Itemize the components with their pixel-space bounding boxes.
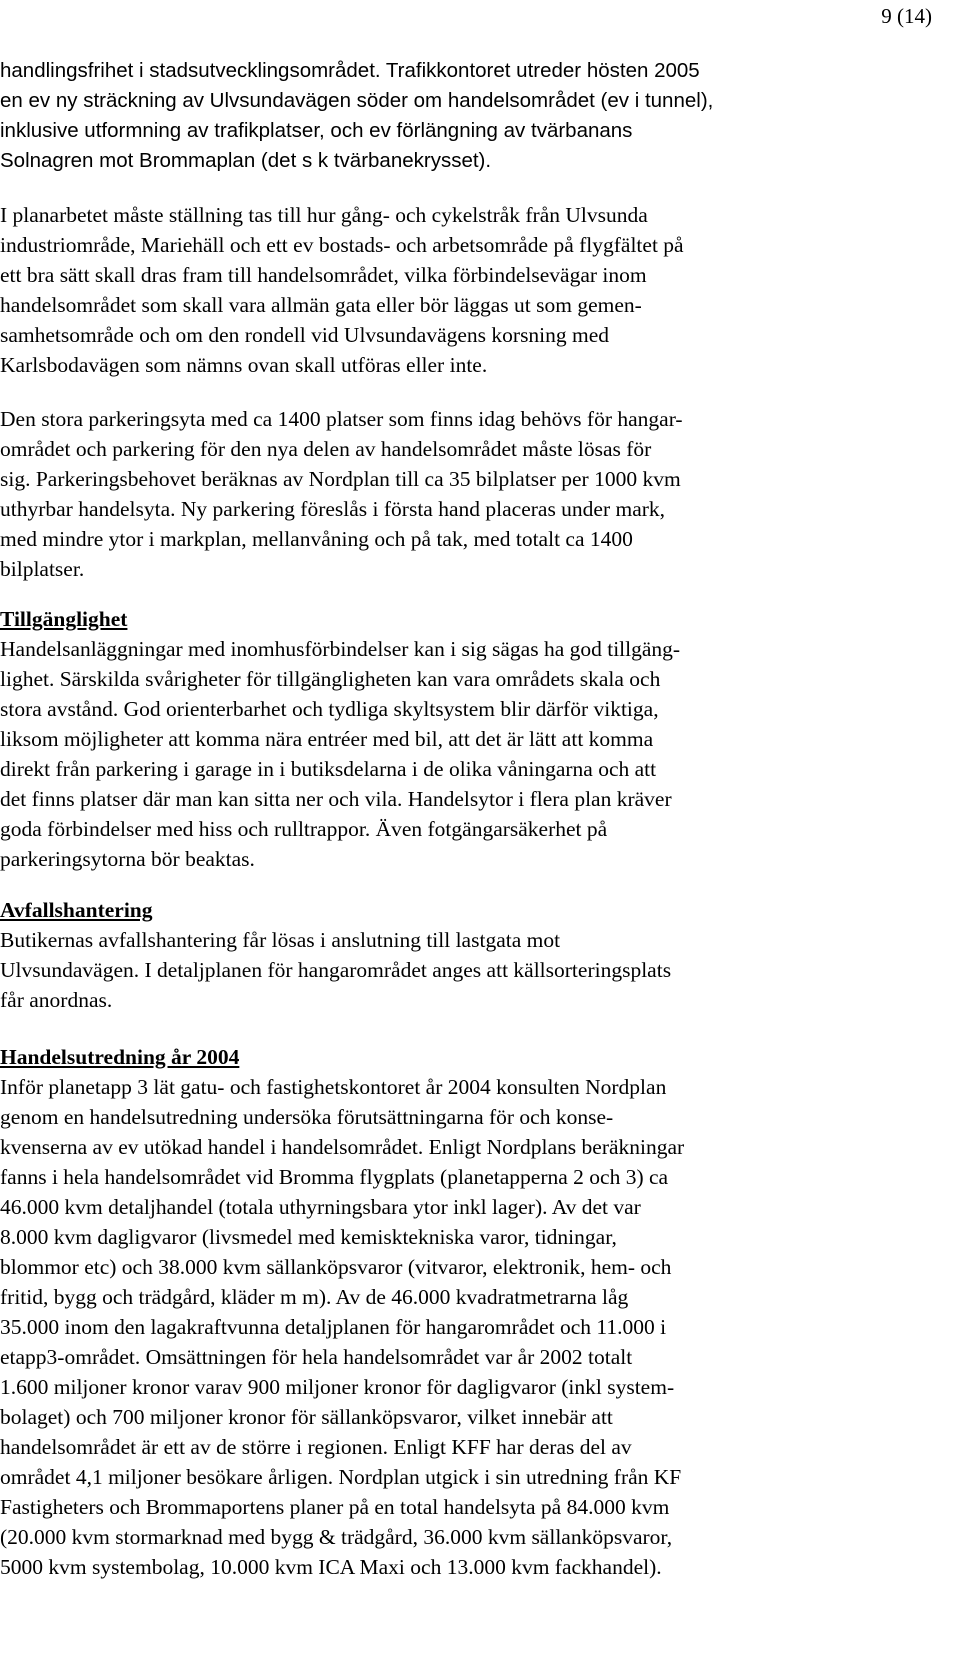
text-line: uthyrbar handelsyta. Ny parkering föreslås i första hand placeras under mark, [0, 497, 666, 521]
text-line: etapp3-området. Omsättningen för hela handelsområdet var år 2002 totalt [0, 1345, 633, 1369]
text-line: industriområde, Mariehäll och ett ev bostads- och arbetsområde på flygfältet på [0, 233, 684, 257]
text-line: Inför planetapp 3 lät gatu- och fastighetskontoret år 2004 konsulten Nordplan [0, 1075, 667, 1099]
text-line: 8.000 kvm dagligvaror (livsmedel med kemisktekniska varor, tidningar, [0, 1225, 617, 1249]
text-line: Ulvsundavägen. I detaljplanen för hangarområdet anges att källsorteringsplats [0, 958, 672, 982]
text-line: inklusive utformning av trafikplatser, och ev förlängning av tvärbanans [0, 119, 633, 142]
text-line: fanns i hela handelsområdet vid Bromma flygplats (planetapperna 2 och 3) ca [0, 1165, 669, 1189]
text-line: sig. Parkeringsbehovet beräknas av Nordplan till ca 35 bilplatser per 1000 kvm [0, 467, 681, 491]
text-line: får anordnas. [0, 988, 113, 1012]
text-line: lighet. Särskilda svårigheter för tillgängligheten kan vara områdets skala och [0, 667, 661, 691]
text-line: fritid, bygg och trädgård, kläder m m). Av de 46.000 kvadratmetrarna låg [0, 1285, 629, 1309]
text-line: området 4,1 miljoner besökare årligen. Nordplan utgick i sin utredning från KF [0, 1465, 682, 1489]
section-tillganglighet [0, 604, 960, 874]
text-line: Fastigheters och Brommaportens planer på en total handelsyta på 84.000 kvm [0, 1495, 670, 1519]
section-avfallshantering [0, 895, 960, 1015]
text-line: handelsområdet som skall vara allmän gata eller bör läggas ut som gemen- [0, 293, 642, 317]
text-line: en ev ny sträckning av Ulvsundavägen söder om handelsområdet (ev i tunnel), [0, 89, 714, 112]
text-line: stora avstånd. God orienterbarhet och tydliga skyltsystem blir därför viktiga, [0, 697, 659, 721]
text-line: kvenserna av ev utökad handel i handelsområdet. Enligt Nordplans beräkningar [0, 1135, 685, 1159]
text-line: blommor etc) och 38.000 kvm sällanköpsvaror (vitvaror, elektronik, hem- och [0, 1255, 672, 1279]
text-line: Handelsanläggningar med inomhusförbindelser kan i sig sägas ha god tillgäng- [0, 637, 681, 661]
text-line: 5000 kvm systembolag, 10.000 kvm ICA Maxi och 13.000 kvm fackhandel). [0, 1555, 662, 1579]
paragraph-planning [0, 200, 960, 380]
text-line: bilplatser. [0, 557, 85, 581]
text-line: 35.000 inom den lagakraftvunna detaljplanen för hangarområdet och 11.000 i [0, 1315, 667, 1339]
text-line: I planarbetet måste ställning tas till hur gång- och cykelstråk från Ulvsunda [0, 203, 648, 227]
text-line: ett bra sätt skall dras fram till handelsområdet, vilka förbindelsevägar inom [0, 263, 647, 287]
text-line: liksom möjligheter att komma nära entréer med bil, att det är lätt att komma [0, 727, 654, 751]
text-line: Karlsbodavägen som nämns ovan skall utföras eller inte. [0, 353, 488, 377]
text-line: direkt från parkering i garage in i butiksdelarna i de olika våningarna och att [0, 757, 657, 781]
text-line: handelsområdet är ett av de större i regionen. Enligt KFF har deras del av [0, 1435, 632, 1459]
section-handelsutredning [0, 1042, 960, 1582]
paragraph-traffic [0, 56, 960, 176]
text-line: samhetsområde och om den rondell vid Ulvsundavägens korsning med [0, 323, 610, 347]
text-line: genom en handelsutredning undersöka förutsättningarna för och konse- [0, 1105, 614, 1129]
text-line: Den stora parkeringsyta med ca 1400 platser som finns idag behövs för hangar- [0, 407, 683, 431]
text-line: Butikernas avfallshantering får lösas i anslutning till lastgata mot [0, 928, 561, 952]
text-line: 46.000 kvm detaljhandel (totala uthyrningsbara ytor inkl lager). Av det var [0, 1195, 641, 1219]
text-line: området och parkering för den nya delen av handelsområdet måste lösas för [0, 437, 652, 461]
text-line: det finns platser där man kan sitta ner och vila. Handelsytor i flera plan kräver [0, 787, 672, 811]
page-number: 9 (14) [881, 4, 932, 28]
text-line: handlingsfrihet i stadsutvecklingsområdet. Trafikkontoret utreder hösten 2005 [0, 59, 700, 82]
text-line: bolaget) och 700 miljoner kronor för sällanköpsvaror, vilket innebär att [0, 1405, 613, 1429]
section-heading: Avfallshantering [0, 898, 153, 922]
section-heading: Tillgänglighet [0, 607, 128, 631]
text-line: Solnagren mot Brommaplan (det s k tvärbanekrysset). [0, 149, 492, 172]
text-line: (20.000 kvm stormarknad med bygg & trädgård, 36.000 kvm sällanköpsvaror, [0, 1525, 673, 1549]
paragraph-parking [0, 404, 960, 584]
text-line: goda förbindelser med hiss och rulltrappor. Även fotgängarsäkerhet på [0, 817, 608, 841]
section-heading: Handelsutredning år 2004 [0, 1045, 240, 1069]
text-line: med mindre ytor i markplan, mellanvåning och på tak, med totalt ca 1400 [0, 527, 633, 551]
text-line: parkeringsytorna bör beaktas. [0, 847, 255, 871]
text-line: 1.600 miljoner kronor varav 900 miljoner kronor för dagligvaror (inkl system- [0, 1375, 675, 1399]
